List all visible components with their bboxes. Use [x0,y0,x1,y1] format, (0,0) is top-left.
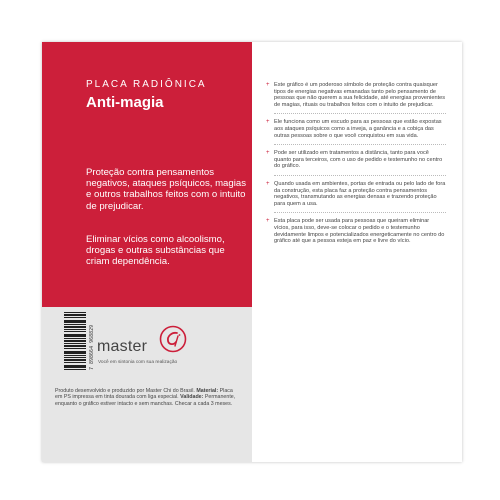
info-material-label: Material: [196,388,219,394]
barcode [64,312,86,370]
plus-icon: + [266,119,270,126]
list-item-text: Pode ser utilizado em tratamentos a distância, tanto para você quanto para terceiros, com o uso de pedido e testemunho no centro do gráfico. [274,150,443,170]
divider [274,175,446,176]
list-item-text: Ele funciona como um escudo para as pessoas que estão expostas aos ataques psíquicos como a inveja, a ganância e a cobiça das outras pessoas sobre o que você conquistou em sua vida. [274,119,442,139]
plus-icon: + [266,82,270,88]
info-validade: Permanente, enquanto o gráfico estiver intacto e sem manchas. Checar a cada 3 meses. [55,394,236,407]
list-item-text: Este gráfico é um poderoso símbolo de proteção contra quaisquer tipos de energias negativas emanadas tanto pelo pensamento de pessoas que não querem a sua felicidade, até energias provenientes de magias, rituais ou trabalhos feitos com o intuito de prejudicar. [274,82,446,108]
product-category: PLACA RADIÔNICA [86,79,207,90]
info-producer: Produto desenvolvido e produzido por Master Chi do Brasil. [55,388,195,394]
divider [274,113,446,114]
list-item [266,82,446,108]
brand-tagline: Você em sintonia com sua realização [98,360,178,365]
divider [274,144,446,145]
list-item [266,119,446,139]
list-item-text: Esta placa pode ser usada para pessoas que queiram eliminar vícios, para isso, deve-se colocar o pedido e o testemunho devidamente limpos e potencializados energeticamente no centro do gráfico até que a pessoa esteja em paz e livre do vício. [274,218,445,245]
plus-icon: + [266,218,270,225]
product-info [55,388,238,407]
divider [274,212,446,213]
chi-logo-icon [158,324,188,354]
plus-icon: + [266,180,270,187]
list-item-text: Quando usada em ambientes, portas de entrada ou pelo lado de fora da construção, esta placa faz a proteção contra pensamentos negativos, transmutando as energias densas e trazendo proteção para quem a usa. [274,180,446,207]
description-vices: Eliminar vícios como alcoolismo, drogas e outras substâncias que criam dependência. [86,234,225,268]
red-section [42,42,252,307]
barcode-number: 7 898664 968829 [89,324,95,370]
list-item [266,181,446,207]
product-panel [42,42,462,462]
list-item [266,218,446,244]
product-title: Anti-magia [86,94,164,111]
bullet-list [266,82,446,245]
right-column [252,42,462,462]
info-material: Placa em PS impressa em tinta dourada com liga especial. [55,388,233,401]
brand-name: master [97,338,148,355]
description-protection: Proteção contra pensamentos negativos, ataques psíquicos, magias e outros trabalhos feitos com o intuito de prejudicar. [86,167,246,212]
left-column [42,42,252,462]
list-item [266,150,446,170]
plus-icon: + [266,150,270,157]
info-validade-label: Validade: [180,394,204,401]
